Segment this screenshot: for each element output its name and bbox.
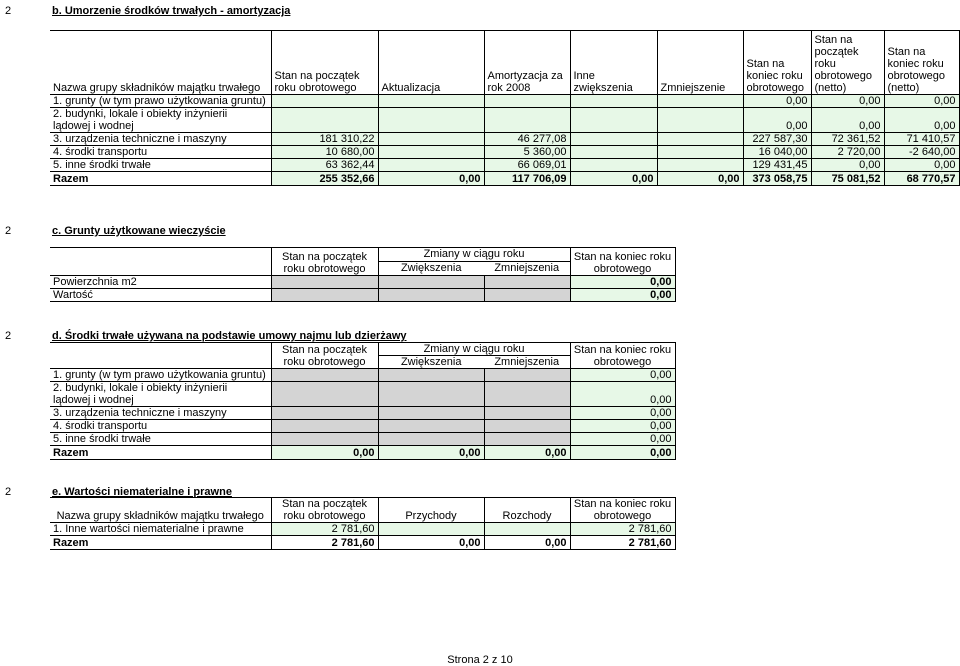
cell-zmn [657,108,743,133]
total-inne: 0,00 [570,172,657,186]
header-group-name: Nazwa grupy składników majątku trwałego [50,498,271,523]
table-row [50,108,959,133]
header-outgo: Rozchody [484,498,570,523]
total-end: 0,00 [570,446,675,460]
row-name: 1. grunty (w tym prawo użytkowania gruntu) [50,95,271,108]
cell-zmn [657,159,743,172]
total-startNet: 75 081,52 [811,172,884,186]
cell-zmn [657,133,743,146]
cell-startNet: 0,00 [811,159,884,172]
table-row [50,420,675,433]
cell-endNet: 0,00 [884,159,959,172]
header-start: Stan na początek roku obrotowego [271,498,378,523]
table-row [50,407,675,420]
total-label: Razem [50,446,271,460]
table-row [50,276,675,289]
row-name: 2. budynki, lokale i obiekty inżynierii lądowej i wodnej [50,382,271,407]
table-row [50,369,675,382]
empty-cell [378,276,484,289]
empty-cell [484,407,570,420]
cell-start: 63 362,44 [271,159,378,172]
cell-end: 129 431,45 [743,159,811,172]
empty-cell [484,276,570,289]
total-dec: 0,00 [484,446,570,460]
cell-startNet: 0,00 [811,108,884,133]
cell-end: 0,00 [743,108,811,133]
empty-cell [484,289,570,302]
cell-inne [570,108,657,133]
cell-akt [378,108,484,133]
row-name: 4. środki transportu [50,420,271,433]
table-row [50,382,675,407]
empty-cell [271,382,378,407]
cell-startNet: 72 361,52 [811,133,884,146]
total-dec: 0,00 [484,536,570,550]
row-name: 4. środki transportu [50,146,271,159]
header-end: Stan na koniec roku obrotowego [570,248,675,276]
header-end: Stan na koniec roku obrotowego [570,343,675,369]
header-decrease: Zmniejszenie [657,31,743,95]
table-row [50,146,959,159]
empty-cell [271,369,378,382]
empty-cell [378,369,484,382]
cell-end: 16 040,00 [743,146,811,159]
cell-end: 0,00 [570,407,675,420]
header-changes: Zmiany w ciągu roku Zwiększenia Zmniejszenia [378,343,570,369]
row-name: 2. budynki, lokale i obiekty inżynierii lądowej i wodnej [50,108,271,133]
total-label: Razem [50,536,271,550]
cell-zmn [657,146,743,159]
row-name: Wartość [50,289,271,302]
page-footer: Strona 2 z 10 [447,654,513,666]
cell-startNet: 2 720,00 [811,146,884,159]
total-row [50,172,959,186]
cell-end: 0,00 [570,289,675,302]
leased-header-row [50,343,675,369]
cell-end: 227 587,30 [743,133,811,146]
cell-inne [570,95,657,108]
header-revaluation: Aktualizacja [378,31,484,95]
table-row [50,133,959,146]
usufruct-header-row [50,248,675,276]
total-zmn: 0,00 [657,172,743,186]
header-income: Przychody [378,498,484,523]
cell-end: 0,00 [570,420,675,433]
section-c-number: 2 [5,225,12,237]
section-b-number: 2 [5,5,12,17]
perpetual-usufruct-table [50,247,676,302]
table-row [50,95,959,108]
empty-cell [484,433,570,446]
total-end: 2 781,60 [570,536,675,550]
depreciation-header-row [50,31,959,95]
total-inc: 0,00 [378,536,484,550]
cell-amort [484,95,570,108]
cell-inne [570,159,657,172]
cell-end: 0,00 [570,382,675,407]
empty-cell [271,420,378,433]
empty-cell [271,433,378,446]
cell-akt [378,133,484,146]
intangibles-header-row [50,498,675,523]
total-start: 255 352,66 [271,172,378,186]
header-decrease: Zmniejszenia [494,356,560,368]
cell-amort: 66 069,01 [484,159,570,172]
total-row [50,446,675,460]
total-start: 2 781,60 [271,536,378,550]
row-name: 5. inne środki trwałe [50,159,271,172]
section-e-title: e. Wartości niematerialne i prawne [52,486,232,498]
header-start-net: Stan na początek roku obrotowego (netto) [811,31,884,95]
row-name: 1. Inne wartości niematerialne i prawne [50,523,271,536]
section-c-title: c. Grunty użytkowane wieczyście [52,225,226,237]
header-increase: Zwiększenia [400,262,462,274]
total-akt: 0,00 [378,172,484,186]
total-row [50,536,675,550]
empty-cell [378,289,484,302]
cell-end: 0,00 [570,433,675,446]
total-endNet: 68 770,57 [884,172,959,186]
header-start: Stan na początek roku obrotowego [271,248,378,276]
cell-zmn [657,95,743,108]
cell-start: 181 310,22 [271,133,378,146]
row-name: 1. grunty (w tym prawo użytkowania gruntu) [50,369,271,382]
row-name: 3. urządzenia techniczne i maszyny [50,407,271,420]
empty-cell [484,382,570,407]
section-e-number: 2 [5,486,12,498]
empty-cell [378,420,484,433]
cell-amort [484,108,570,133]
table-row [50,523,675,536]
row-name: 5. inne środki trwałe [50,433,271,446]
cell-end: 2 781,60 [570,523,675,536]
header-end: Stan na koniec roku obrotowego [570,498,675,523]
cell-start: 2 781,60 [271,523,378,536]
cell-startNet: 0,00 [811,95,884,108]
header-start: Stan na początek roku obrotowego [271,31,378,95]
cell-start [271,108,378,133]
total-amort: 117 706,09 [484,172,570,186]
table-row [50,289,675,302]
cell-endNet: 71 410,57 [884,133,959,146]
total-start: 0,00 [271,446,378,460]
header-changes: Zmiany w ciągu roku Zwiększenia Zmniejszenia [378,248,570,276]
total-inc: 0,00 [378,446,484,460]
cell-endNet: -2 640,00 [884,146,959,159]
cell-inne [570,146,657,159]
cell-end: 0,00 [743,95,811,108]
cell-amort: 46 277,08 [484,133,570,146]
total-label: Razem [50,172,271,186]
cell-end: 0,00 [570,276,675,289]
cell-end: 0,00 [570,369,675,382]
depreciation-table [50,30,960,186]
cell-amort: 5 360,00 [484,146,570,159]
cell-akt [378,159,484,172]
section-b-title: b. Umorzenie środków trwałych - amortyzacja [52,5,291,17]
intangibles-table [50,497,676,550]
cell-dec [484,523,570,536]
empty-cell [378,382,484,407]
empty-cell [378,433,484,446]
cell-endNet: 0,00 [884,95,959,108]
total-end: 373 058,75 [743,172,811,186]
header-decrease: Zmniejszenia [494,262,560,274]
leased-assets-table [50,342,676,460]
cell-akt [378,95,484,108]
header-other-increase: Inne zwiększenia [570,31,657,95]
header-end-net: Stan na koniec roku obrotowego (netto) [884,31,959,95]
section-d-title: d. Środki trwałe używana na podstawie umowy najmu lub dzierżawy [52,330,407,342]
cell-akt [378,146,484,159]
section-d-number: 2 [5,330,12,342]
header-end: Stan na koniec roku obrotowego [743,31,811,95]
empty-cell [484,420,570,433]
empty-cell [271,407,378,420]
header-start: Stan na początek roku obrotowego [271,343,378,369]
table-row [50,159,959,172]
cell-start [271,95,378,108]
row-name: Powierzchnia m2 [50,276,271,289]
cell-inne [570,133,657,146]
header-group-name: Nazwa grupy składników majątku trwałego [50,31,271,95]
empty-cell [271,289,378,302]
table-row [50,433,675,446]
row-name: 3. urządzenia techniczne i maszyny [50,133,271,146]
header-increase: Zwiększenia [400,356,462,368]
empty-cell [484,369,570,382]
cell-start: 10 680,00 [271,146,378,159]
empty-cell [271,276,378,289]
cell-inc [378,523,484,536]
header-depreciation: Amortyzacja za rok 2008 [484,31,570,95]
empty-cell [378,407,484,420]
cell-endNet: 0,00 [884,108,959,133]
